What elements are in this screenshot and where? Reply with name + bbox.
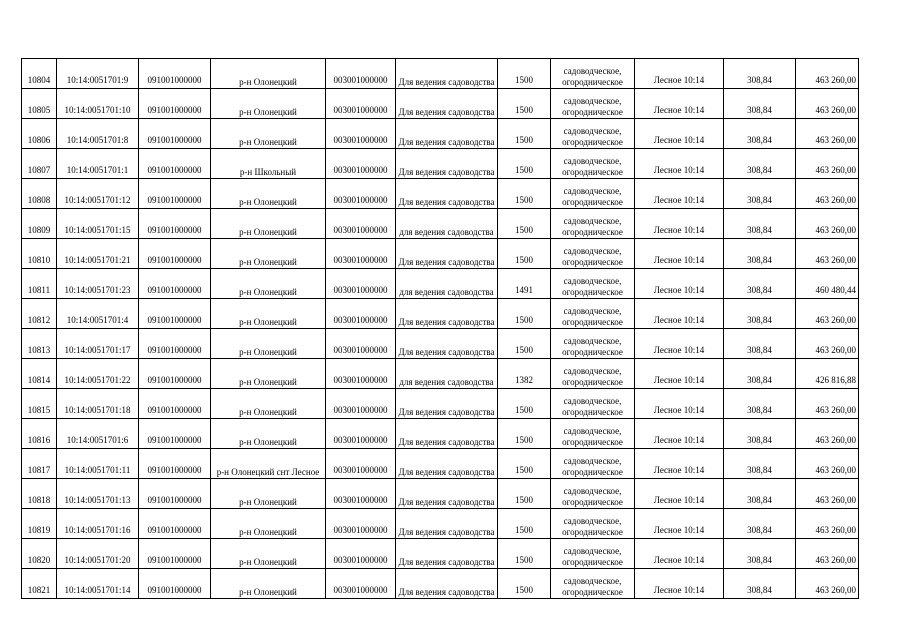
locality-code-cell: 091001000000 bbox=[139, 239, 211, 269]
area-cell: 1500 bbox=[498, 419, 551, 449]
cadastral-value-cell: 463 260,00 bbox=[796, 239, 859, 269]
parcel-number-cell: 10809 bbox=[22, 209, 57, 239]
table-row bbox=[22, 419, 859, 449]
permitted-use-cell: Для ведения садоводства bbox=[396, 179, 498, 209]
use-category-cell: садоводческое, огородническое bbox=[551, 359, 635, 389]
location-cell: р-н Олонецкий снт Лесное bbox=[211, 449, 326, 479]
locality-code-cell: 091001000000 bbox=[139, 89, 211, 119]
area-cell: 1491 bbox=[498, 269, 551, 299]
district-code-cell: 003001000000 bbox=[326, 119, 396, 149]
use-category-cell: садоводческое, огородническое bbox=[551, 89, 635, 119]
district-code-cell: 003001000000 bbox=[326, 449, 396, 479]
cadastral-number-cell: 10:14:0051701:8 bbox=[57, 119, 139, 149]
specific-value-cell: 308,84 bbox=[724, 329, 796, 359]
cadastral-number-cell: 10:14:0051701:1 bbox=[57, 149, 139, 179]
use-category-cell: садоводческое, огородническое bbox=[551, 479, 635, 509]
locality-code-cell: 091001000000 bbox=[139, 299, 211, 329]
district-code-cell: 003001000000 bbox=[326, 359, 396, 389]
locality-code-cell: 091001000000 bbox=[139, 479, 211, 509]
district-code-cell: 003001000000 bbox=[326, 509, 396, 539]
permitted-use-cell: Для ведения садоводства bbox=[396, 539, 498, 569]
use-category-cell: садоводческое, огородническое bbox=[551, 389, 635, 419]
cadastral-number-cell: 10:14:0051701:11 bbox=[57, 449, 139, 479]
cadastral-value-cell: 460 480,44 bbox=[796, 269, 859, 299]
cadastral-number-cell: 10:14:0051701:13 bbox=[57, 479, 139, 509]
parcel-number-cell: 10805 bbox=[22, 89, 57, 119]
valuation-zone-cell: Лесное 10:14 bbox=[635, 59, 724, 89]
location-cell: р-н Олонецкий bbox=[211, 59, 326, 89]
area-cell: 1500 bbox=[498, 539, 551, 569]
table-row bbox=[22, 299, 859, 329]
district-code-cell: 003001000000 bbox=[326, 269, 396, 299]
specific-value-cell: 308,84 bbox=[724, 449, 796, 479]
cadastral-number-cell: 10:14:0051701:10 bbox=[57, 89, 139, 119]
locality-code-cell: 091001000000 bbox=[139, 449, 211, 479]
cadastral-value-cell: 426 816,88 bbox=[796, 359, 859, 389]
parcel-number-cell: 10804 bbox=[22, 59, 57, 89]
locality-code-cell: 091001000000 bbox=[139, 419, 211, 449]
location-cell: р-н Олонецкий bbox=[211, 299, 326, 329]
permitted-use-cell: Для ведения садоводства bbox=[396, 419, 498, 449]
locality-code-cell: 091001000000 bbox=[139, 509, 211, 539]
permitted-use-cell: Для ведения садоводства bbox=[396, 299, 498, 329]
cadastral-value-cell: 463 260,00 bbox=[796, 119, 859, 149]
area-cell: 1500 bbox=[498, 329, 551, 359]
table-row bbox=[22, 179, 859, 209]
land-parcel-table bbox=[21, 58, 859, 599]
permitted-use-cell: Для ведения садоводства bbox=[396, 149, 498, 179]
use-category-cell: садоводческое, огородническое bbox=[551, 509, 635, 539]
cadastral-number-cell: 10:14:0051701:16 bbox=[57, 509, 139, 539]
locality-code-cell: 091001000000 bbox=[139, 329, 211, 359]
district-code-cell: 003001000000 bbox=[326, 329, 396, 359]
locality-code-cell: 091001000000 bbox=[139, 179, 211, 209]
location-cell: р-н Олонецкий bbox=[211, 359, 326, 389]
table-body bbox=[22, 59, 859, 599]
table-row bbox=[22, 149, 859, 179]
use-category-cell: садоводческое, огородническое bbox=[551, 119, 635, 149]
specific-value-cell: 308,84 bbox=[724, 389, 796, 419]
location-cell: р-н Олонецкий bbox=[211, 239, 326, 269]
specific-value-cell: 308,84 bbox=[724, 359, 796, 389]
area-cell: 1500 bbox=[498, 179, 551, 209]
parcel-number-cell: 10817 bbox=[22, 449, 57, 479]
parcel-number-cell: 10819 bbox=[22, 509, 57, 539]
cadastral-value-cell: 463 260,00 bbox=[796, 479, 859, 509]
location-cell: р-н Олонецкий bbox=[211, 179, 326, 209]
area-cell: 1500 bbox=[498, 479, 551, 509]
table-row bbox=[22, 539, 859, 569]
district-code-cell: 003001000000 bbox=[326, 569, 396, 599]
table-row bbox=[22, 239, 859, 269]
parcel-number-cell: 10821 bbox=[22, 569, 57, 599]
district-code-cell: 003001000000 bbox=[326, 89, 396, 119]
cadastral-value-cell: 463 260,00 bbox=[796, 389, 859, 419]
valuation-zone-cell: Лесное 10:14 bbox=[635, 209, 724, 239]
parcel-number-cell: 10816 bbox=[22, 419, 57, 449]
locality-code-cell: 091001000000 bbox=[139, 359, 211, 389]
use-category-cell: садоводческое, огородническое bbox=[551, 449, 635, 479]
specific-value-cell: 308,84 bbox=[724, 299, 796, 329]
location-cell: р-н Олонецкий bbox=[211, 329, 326, 359]
locality-code-cell: 091001000000 bbox=[139, 119, 211, 149]
use-category-cell: садоводческое, огородническое bbox=[551, 59, 635, 89]
table-row bbox=[22, 329, 859, 359]
area-cell: 1500 bbox=[498, 299, 551, 329]
specific-value-cell: 308,84 bbox=[724, 239, 796, 269]
specific-value-cell: 308,84 bbox=[724, 149, 796, 179]
district-code-cell: 003001000000 bbox=[326, 209, 396, 239]
area-cell: 1500 bbox=[498, 59, 551, 89]
cadastral-number-cell: 10:14:0051701:17 bbox=[57, 329, 139, 359]
valuation-zone-cell: Лесное 10:14 bbox=[635, 509, 724, 539]
cadastral-value-cell: 463 260,00 bbox=[796, 179, 859, 209]
location-cell: р-н Олонецкий bbox=[211, 569, 326, 599]
parcel-number-cell: 10811 bbox=[22, 269, 57, 299]
use-category-cell: садоводческое, огородническое bbox=[551, 419, 635, 449]
parcel-number-cell: 10812 bbox=[22, 299, 57, 329]
specific-value-cell: 308,84 bbox=[724, 89, 796, 119]
location-cell: р-н Олонецкий bbox=[211, 479, 326, 509]
specific-value-cell: 308,84 bbox=[724, 419, 796, 449]
location-cell: р-н Олонецкий bbox=[211, 89, 326, 119]
location-cell: р-н Олонецкий bbox=[211, 509, 326, 539]
locality-code-cell: 091001000000 bbox=[139, 389, 211, 419]
cadastral-value-cell: 463 260,00 bbox=[796, 539, 859, 569]
permitted-use-cell: для ведения садоводства bbox=[396, 209, 498, 239]
permitted-use-cell: Для ведения садоводства bbox=[396, 329, 498, 359]
use-category-cell: садоводческое, огородническое bbox=[551, 569, 635, 599]
valuation-zone-cell: Лесное 10:14 bbox=[635, 539, 724, 569]
table-row bbox=[22, 269, 859, 299]
cadastral-number-cell: 10:14:0051701:18 bbox=[57, 389, 139, 419]
cadastral-value-cell: 463 260,00 bbox=[796, 209, 859, 239]
table-row bbox=[22, 569, 859, 599]
district-code-cell: 003001000000 bbox=[326, 479, 396, 509]
area-cell: 1382 bbox=[498, 359, 551, 389]
district-code-cell: 003001000000 bbox=[326, 149, 396, 179]
cadastral-value-cell: 463 260,00 bbox=[796, 329, 859, 359]
table-row bbox=[22, 119, 859, 149]
use-category-cell: садоводческое, огородническое bbox=[551, 149, 635, 179]
permitted-use-cell: Для ведения садоводства bbox=[396, 239, 498, 269]
area-cell: 1500 bbox=[498, 149, 551, 179]
permitted-use-cell: Для ведения садоводства bbox=[396, 389, 498, 419]
parcel-number-cell: 10814 bbox=[22, 359, 57, 389]
cadastral-number-cell: 10:14:0051701:14 bbox=[57, 569, 139, 599]
use-category-cell: садоводческое, огородническое bbox=[551, 239, 635, 269]
cadastral-number-cell: 10:14:0051701:9 bbox=[57, 59, 139, 89]
parcel-number-cell: 10820 bbox=[22, 539, 57, 569]
cadastral-number-cell: 10:14:0051701:23 bbox=[57, 269, 139, 299]
district-code-cell: 003001000000 bbox=[326, 179, 396, 209]
district-code-cell: 003001000000 bbox=[326, 389, 396, 419]
district-code-cell: 003001000000 bbox=[326, 299, 396, 329]
table-row bbox=[22, 509, 859, 539]
specific-value-cell: 308,84 bbox=[724, 479, 796, 509]
permitted-use-cell: Для ведения садоводства bbox=[396, 509, 498, 539]
table-row bbox=[22, 209, 859, 239]
area-cell: 1500 bbox=[498, 89, 551, 119]
permitted-use-cell: Для ведения садоводства bbox=[396, 59, 498, 89]
area-cell: 1500 bbox=[498, 569, 551, 599]
area-cell: 1500 bbox=[498, 119, 551, 149]
specific-value-cell: 308,84 bbox=[724, 179, 796, 209]
cadastral-number-cell: 10:14:0051701:20 bbox=[57, 539, 139, 569]
use-category-cell: садоводческое, огородническое bbox=[551, 269, 635, 299]
locality-code-cell: 091001000000 bbox=[139, 539, 211, 569]
valuation-zone-cell: Лесное 10:14 bbox=[635, 479, 724, 509]
table-row bbox=[22, 359, 859, 389]
valuation-zone-cell: Лесное 10:14 bbox=[635, 449, 724, 479]
cadastral-number-cell: 10:14:0051701:21 bbox=[57, 239, 139, 269]
valuation-zone-cell: Лесное 10:14 bbox=[635, 329, 724, 359]
cadastral-value-cell: 463 260,00 bbox=[796, 149, 859, 179]
valuation-zone-cell: Лесное 10:14 bbox=[635, 389, 724, 419]
specific-value-cell: 308,84 bbox=[724, 209, 796, 239]
district-code-cell: 003001000000 bbox=[326, 59, 396, 89]
parcel-number-cell: 10808 bbox=[22, 179, 57, 209]
permitted-use-cell: для ведения садоводства bbox=[396, 269, 498, 299]
permitted-use-cell: Для ведения садоводства bbox=[396, 449, 498, 479]
district-code-cell: 003001000000 bbox=[326, 239, 396, 269]
valuation-zone-cell: Лесное 10:14 bbox=[635, 269, 724, 299]
locality-code-cell: 091001000000 bbox=[139, 269, 211, 299]
use-category-cell: садоводческое, огородническое bbox=[551, 179, 635, 209]
cadastral-value-cell: 463 260,00 bbox=[796, 299, 859, 329]
locality-code-cell: 091001000000 bbox=[139, 209, 211, 239]
permitted-use-cell: Для ведения садоводства bbox=[396, 119, 498, 149]
parcel-number-cell: 10818 bbox=[22, 479, 57, 509]
location-cell: р-н Олонецкий bbox=[211, 389, 326, 419]
valuation-zone-cell: Лесное 10:14 bbox=[635, 569, 724, 599]
specific-value-cell: 308,84 bbox=[724, 59, 796, 89]
cadastral-number-cell: 10:14:0051701:4 bbox=[57, 299, 139, 329]
permitted-use-cell: Для ведения садоводства bbox=[396, 479, 498, 509]
location-cell: р-н Олонецкий bbox=[211, 269, 326, 299]
area-cell: 1500 bbox=[498, 449, 551, 479]
use-category-cell: садоводческое, огородническое bbox=[551, 329, 635, 359]
specific-value-cell: 308,84 bbox=[724, 539, 796, 569]
table-row bbox=[22, 389, 859, 419]
district-code-cell: 003001000000 bbox=[326, 419, 396, 449]
location-cell: р-н Олонецкий bbox=[211, 209, 326, 239]
district-code-cell: 003001000000 bbox=[326, 539, 396, 569]
valuation-zone-cell: Лесное 10:14 bbox=[635, 359, 724, 389]
parcel-number-cell: 10807 bbox=[22, 149, 57, 179]
specific-value-cell: 308,84 bbox=[724, 569, 796, 599]
table-row bbox=[22, 89, 859, 119]
parcel-number-cell: 10806 bbox=[22, 119, 57, 149]
cadastral-value-cell: 463 260,00 bbox=[796, 449, 859, 479]
location-cell: р-н Школьный bbox=[211, 149, 326, 179]
use-category-cell: садоводческое, огородническое bbox=[551, 539, 635, 569]
use-category-cell: садоводческое, огородническое bbox=[551, 299, 635, 329]
permitted-use-cell: для ведения садоводства bbox=[396, 359, 498, 389]
table-row bbox=[22, 449, 859, 479]
specific-value-cell: 308,84 bbox=[724, 119, 796, 149]
permitted-use-cell: Для ведения садоводства bbox=[396, 569, 498, 599]
valuation-zone-cell: Лесное 10:14 bbox=[635, 299, 724, 329]
area-cell: 1500 bbox=[498, 509, 551, 539]
area-cell: 1500 bbox=[498, 239, 551, 269]
parcel-number-cell: 10813 bbox=[22, 329, 57, 359]
locality-code-cell: 091001000000 bbox=[139, 149, 211, 179]
valuation-zone-cell: Лесное 10:14 bbox=[635, 119, 724, 149]
parcel-number-cell: 10810 bbox=[22, 239, 57, 269]
valuation-zone-cell: Лесное 10:14 bbox=[635, 419, 724, 449]
table-row bbox=[22, 479, 859, 509]
valuation-zone-cell: Лесное 10:14 bbox=[635, 179, 724, 209]
valuation-zone-cell: Лесное 10:14 bbox=[635, 149, 724, 179]
locality-code-cell: 091001000000 bbox=[139, 59, 211, 89]
use-category-cell: садоводческое, огородническое bbox=[551, 209, 635, 239]
valuation-zone-cell: Лесное 10:14 bbox=[635, 89, 724, 119]
cadastral-number-cell: 10:14:0051701:12 bbox=[57, 179, 139, 209]
table-row bbox=[22, 59, 859, 89]
specific-value-cell: 308,84 bbox=[724, 269, 796, 299]
cadastral-number-cell: 10:14:0051701:15 bbox=[57, 209, 139, 239]
cadastral-value-cell: 463 260,00 bbox=[796, 569, 859, 599]
cadastral-value-cell: 463 260,00 bbox=[796, 419, 859, 449]
cadastral-value-cell: 463 260,00 bbox=[796, 89, 859, 119]
permitted-use-cell: Для ведения садоводства bbox=[396, 89, 498, 119]
parcel-number-cell: 10815 bbox=[22, 389, 57, 419]
location-cell: р-н Олонецкий bbox=[211, 539, 326, 569]
cadastral-number-cell: 10:14:0051701:22 bbox=[57, 359, 139, 389]
area-cell: 1500 bbox=[498, 389, 551, 419]
location-cell: р-н Олонецкий bbox=[211, 119, 326, 149]
cadastral-value-cell: 463 260,00 bbox=[796, 509, 859, 539]
specific-value-cell: 308,84 bbox=[724, 509, 796, 539]
locality-code-cell: 091001000000 bbox=[139, 569, 211, 599]
valuation-zone-cell: Лесное 10:14 bbox=[635, 239, 724, 269]
area-cell: 1500 bbox=[498, 209, 551, 239]
location-cell: р-н Олонецкий bbox=[211, 419, 326, 449]
cadastral-value-cell: 463 260,00 bbox=[796, 59, 859, 89]
cadastral-number-cell: 10:14:0051701:6 bbox=[57, 419, 139, 449]
